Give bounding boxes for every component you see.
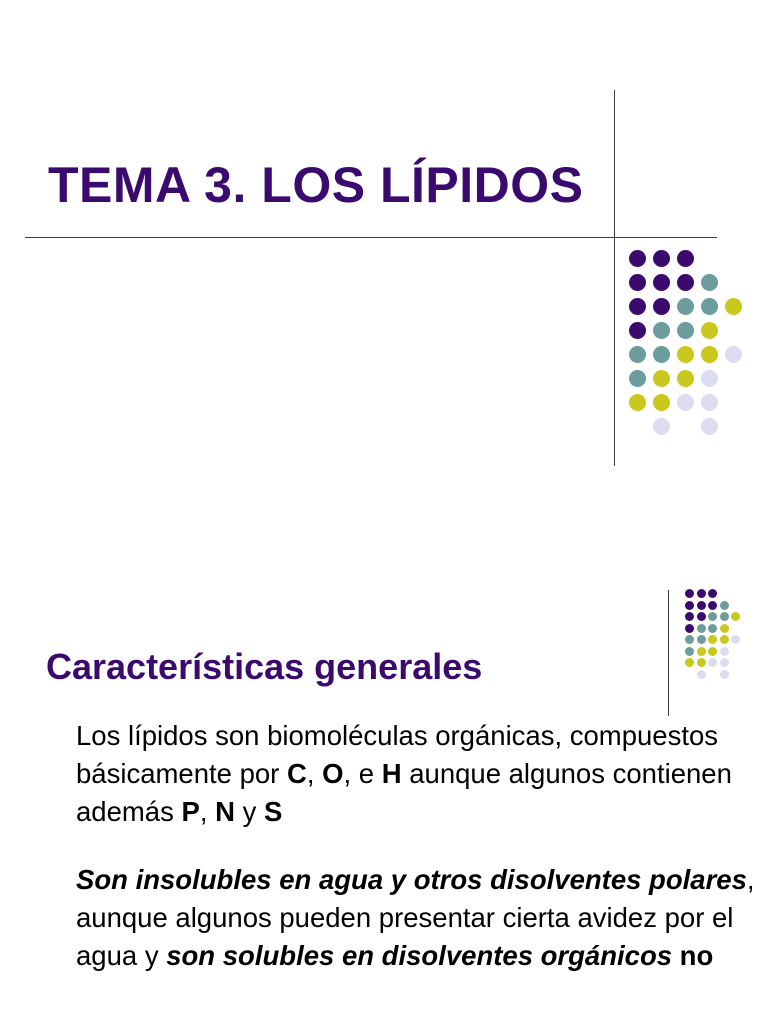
yellow-dot [731, 612, 740, 621]
yellow-dot [720, 635, 729, 644]
purple-dot [653, 298, 670, 315]
lavender-dot [701, 370, 718, 387]
lavender-dot [708, 658, 717, 667]
purple-dot [708, 601, 717, 610]
purple-dot [685, 612, 694, 621]
content-slide [0, 490, 768, 1024]
lavender-dot [677, 394, 694, 411]
purple-dot [653, 250, 670, 267]
purple-dot [685, 589, 694, 598]
lavender-dot [701, 418, 718, 435]
purple-dot [629, 250, 646, 267]
lavender-dot [701, 394, 718, 411]
yellow-dot [708, 647, 717, 656]
teal-dot [701, 298, 718, 315]
purple-dot [697, 589, 706, 598]
teal-dot [629, 346, 646, 363]
teal-dot [685, 647, 694, 656]
purple-dot [697, 601, 706, 610]
purple-dot [697, 612, 706, 621]
purple-dot [677, 274, 694, 291]
yellow-dot [653, 394, 670, 411]
purple-dot [653, 274, 670, 291]
section-title: Características generales [46, 646, 483, 687]
vertical-divider [668, 590, 669, 716]
lavender-dot [720, 670, 729, 679]
yellow-dot [720, 624, 729, 633]
yellow-dot [697, 647, 706, 656]
teal-dot [701, 274, 718, 291]
purple-dot [629, 298, 646, 315]
yellow-dot [629, 394, 646, 411]
lavender-dot [725, 346, 742, 363]
teal-dot [708, 624, 717, 633]
teal-dot [653, 346, 670, 363]
teal-dot [677, 322, 694, 339]
lavender-dot [697, 670, 706, 679]
vertical-divider [614, 90, 615, 466]
slide-title: TEMA 3. LOS LÍPIDOS [48, 157, 584, 213]
yellow-dot [701, 322, 718, 339]
purple-dot [685, 624, 694, 633]
purple-dot [629, 322, 646, 339]
yellow-dot [697, 658, 706, 667]
teal-dot [708, 612, 717, 621]
teal-dot [685, 635, 694, 644]
yellow-dot [708, 635, 717, 644]
teal-dot [653, 322, 670, 339]
teal-dot [720, 601, 729, 610]
yellow-dot [653, 370, 670, 387]
purple-dot [708, 589, 717, 598]
title-slide [0, 0, 768, 490]
yellow-dot [725, 298, 742, 315]
lavender-dot [731, 635, 740, 644]
teal-dot [677, 298, 694, 315]
teal-dot [720, 612, 729, 621]
slide-body [76, 717, 756, 1005]
purple-dot [677, 250, 694, 267]
lavender-dot [653, 418, 670, 435]
paragraph-composition: Los lípidos son biomoléculas orgánicas, compuestos básicamente por C, O, e H aunque algunos contienen además P, N y S [76, 720, 732, 827]
yellow-dot [701, 346, 718, 363]
yellow-dot [685, 658, 694, 667]
yellow-dot [677, 346, 694, 363]
purple-dot [629, 274, 646, 291]
lavender-dot [720, 647, 729, 656]
teal-dot [697, 624, 706, 633]
horizontal-divider [25, 237, 717, 238]
teal-dot [697, 635, 706, 644]
lavender-dot [720, 658, 729, 667]
paragraph-solubility: Son insolubles en agua y otros disolventes polares, aunque algunos pueden presentar cierta avidez por el agua y son solubles en disolventes orgánicos no [76, 864, 755, 971]
yellow-dot [677, 370, 694, 387]
purple-dot [685, 601, 694, 610]
teal-dot [629, 370, 646, 387]
